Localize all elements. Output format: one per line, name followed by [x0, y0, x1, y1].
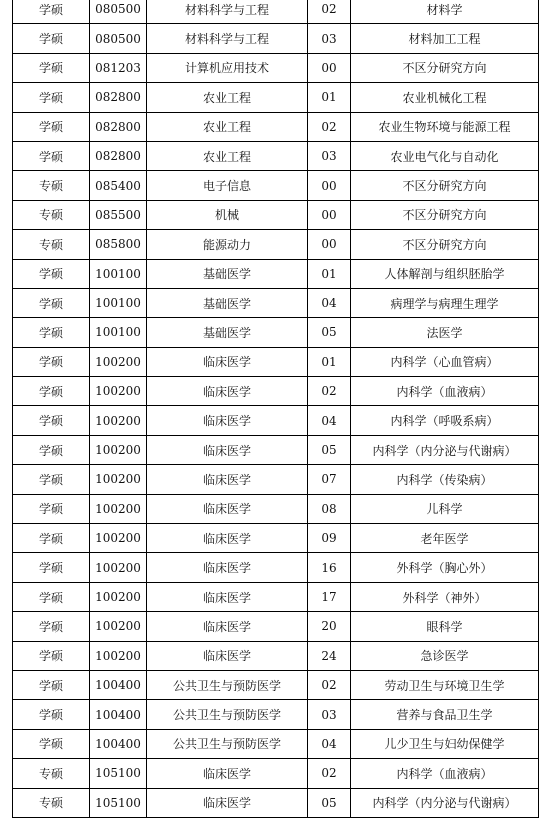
direction-name-cell: 内科学（呼吸系病）: [351, 406, 539, 435]
direction-name-cell: 内科学（心血管病）: [351, 347, 539, 376]
degree-type-cell: 学硕: [13, 612, 90, 641]
table-row: [13, 141, 539, 170]
discipline-name-cell: 电子信息: [147, 171, 308, 200]
discipline-code-cell: 100200: [90, 377, 147, 406]
discipline-code-cell: 100200: [90, 524, 147, 553]
discipline-name-cell: 能源动力: [147, 230, 308, 259]
direction-code-cell: 04: [308, 288, 351, 317]
table-row: [13, 465, 539, 494]
direction-name-cell: 内科学（内分泌与代谢病）: [351, 788, 539, 817]
direction-name-cell: 营养与食品卫生学: [351, 700, 539, 729]
direction-name-cell: 材料学: [351, 0, 539, 24]
degree-type-cell: 学硕: [13, 141, 90, 170]
discipline-name-cell: 公共卫生与预防医学: [147, 670, 308, 699]
direction-code-cell: 03: [308, 700, 351, 729]
degree-type-cell: 学硕: [13, 53, 90, 82]
discipline-code-cell: 082800: [90, 112, 147, 141]
degree-type-cell: 学硕: [13, 465, 90, 494]
degree-type-cell: 专硕: [13, 200, 90, 229]
discipline-name-cell: 临床医学: [147, 759, 308, 788]
direction-name-cell: 内科学（传染病）: [351, 465, 539, 494]
direction-name-cell: 劳动卫生与环境卫生学: [351, 670, 539, 699]
table-row: [13, 200, 539, 229]
discipline-name-cell: 农业工程: [147, 83, 308, 112]
discipline-code-cell: 082800: [90, 83, 147, 112]
discipline-name-cell: 基础医学: [147, 259, 308, 288]
table-row: [13, 729, 539, 758]
table-row: [13, 377, 539, 406]
discipline-name-cell: 基础医学: [147, 318, 308, 347]
discipline-code-cell: 081203: [90, 53, 147, 82]
degree-type-cell: 学硕: [13, 582, 90, 611]
direction-name-cell: 不区分研究方向: [351, 53, 539, 82]
discipline-code-cell: 100100: [90, 288, 147, 317]
discipline-code-cell: 085500: [90, 200, 147, 229]
direction-name-cell: 农业电气化与自动化: [351, 141, 539, 170]
discipline-code-cell: 100400: [90, 670, 147, 699]
table-row: [13, 788, 539, 817]
discipline-code-cell: 080500: [90, 24, 147, 53]
direction-code-cell: 07: [308, 465, 351, 494]
table-row: [13, 670, 539, 699]
discipline-name-cell: 基础医学: [147, 288, 308, 317]
discipline-name-cell: 机械: [147, 200, 308, 229]
direction-code-cell: 02: [308, 0, 351, 24]
table-row: [13, 759, 539, 788]
discipline-code-cell: 085800: [90, 230, 147, 259]
discipline-code-cell: 100400: [90, 700, 147, 729]
degree-type-cell: 学硕: [13, 670, 90, 699]
discipline-name-cell: 临床医学: [147, 612, 308, 641]
direction-code-cell: 00: [308, 200, 351, 229]
discipline-code-cell: 100200: [90, 494, 147, 523]
direction-code-cell: 00: [308, 230, 351, 259]
direction-name-cell: 儿少卫生与妇幼保健学: [351, 729, 539, 758]
degree-type-cell: 学硕: [13, 347, 90, 376]
degree-type-cell: 学硕: [13, 83, 90, 112]
discipline-code-cell: 100200: [90, 553, 147, 582]
degree-type-cell: 学硕: [13, 553, 90, 582]
discipline-name-cell: 农业工程: [147, 141, 308, 170]
table-row: [13, 612, 539, 641]
discipline-name-cell: 临床医学: [147, 347, 308, 376]
degree-type-cell: 专硕: [13, 171, 90, 200]
direction-name-cell: 法医学: [351, 318, 539, 347]
discipline-name-cell: 计算机应用技术: [147, 53, 308, 82]
discipline-name-cell: 临床医学: [147, 406, 308, 435]
direction-code-cell: 01: [308, 83, 351, 112]
discipline-code-cell: 105100: [90, 788, 147, 817]
degree-type-cell: 学硕: [13, 0, 90, 24]
direction-name-cell: 内科学（内分泌与代谢病）: [351, 435, 539, 464]
direction-name-cell: 外科学（神外）: [351, 582, 539, 611]
degree-type-cell: 学硕: [13, 729, 90, 758]
table-row: [13, 524, 539, 553]
degree-type-cell: 学硕: [13, 288, 90, 317]
discipline-name-cell: 临床医学: [147, 553, 308, 582]
degree-type-cell: 学硕: [13, 259, 90, 288]
direction-name-cell: 材料加工工程: [351, 24, 539, 53]
degree-type-cell: 学硕: [13, 641, 90, 670]
direction-name-cell: 农业生物环境与能源工程: [351, 112, 539, 141]
table-row: [13, 494, 539, 523]
direction-code-cell: 20: [308, 612, 351, 641]
table-row: [13, 288, 539, 317]
discipline-name-cell: 临床医学: [147, 524, 308, 553]
discipline-code-cell: 100200: [90, 347, 147, 376]
table-row: [13, 553, 539, 582]
direction-name-cell: 不区分研究方向: [351, 200, 539, 229]
direction-name-cell: 病理学与病理生理学: [351, 288, 539, 317]
direction-code-cell: 02: [308, 759, 351, 788]
direction-name-cell: 外科学（胸心外）: [351, 553, 539, 582]
degree-type-cell: 专硕: [13, 788, 90, 817]
discipline-name-cell: 临床医学: [147, 377, 308, 406]
direction-code-cell: 03: [308, 24, 351, 53]
degree-type-cell: 学硕: [13, 377, 90, 406]
degree-type-cell: 学硕: [13, 494, 90, 523]
direction-code-cell: 05: [308, 788, 351, 817]
program-table-body: [13, 0, 539, 817]
degree-type-cell: 学硕: [13, 700, 90, 729]
direction-code-cell: 04: [308, 406, 351, 435]
table-row: [13, 700, 539, 729]
table-row: [13, 83, 539, 112]
degree-type-cell: 学硕: [13, 524, 90, 553]
degree-type-cell: 学硕: [13, 406, 90, 435]
table-row: [13, 641, 539, 670]
discipline-code-cell: 105100: [90, 759, 147, 788]
direction-code-cell: 08: [308, 494, 351, 523]
discipline-code-cell: 085400: [90, 171, 147, 200]
direction-name-cell: 内科学（血液病）: [351, 759, 539, 788]
discipline-code-cell: 100200: [90, 582, 147, 611]
direction-name-cell: 急诊医学: [351, 641, 539, 670]
direction-name-cell: 眼科学: [351, 612, 539, 641]
direction-name-cell: 农业机械化工程: [351, 83, 539, 112]
direction-code-cell: 09: [308, 524, 351, 553]
direction-name-cell: 不区分研究方向: [351, 230, 539, 259]
direction-code-cell: 02: [308, 670, 351, 699]
degree-type-cell: 学硕: [13, 24, 90, 53]
discipline-name-cell: 公共卫生与预防医学: [147, 729, 308, 758]
discipline-name-cell: 临床医学: [147, 465, 308, 494]
direction-name-cell: 人体解剖与组织胚胎学: [351, 259, 539, 288]
direction-code-cell: 03: [308, 141, 351, 170]
direction-code-cell: 05: [308, 435, 351, 464]
table-row: [13, 0, 539, 24]
table-row: [13, 318, 539, 347]
discipline-code-cell: 082800: [90, 141, 147, 170]
table-row: [13, 406, 539, 435]
discipline-code-cell: 100200: [90, 612, 147, 641]
direction-name-cell: 不区分研究方向: [351, 171, 539, 200]
discipline-code-cell: 100200: [90, 465, 147, 494]
direction-code-cell: 00: [308, 171, 351, 200]
direction-code-cell: 01: [308, 259, 351, 288]
direction-code-cell: 17: [308, 582, 351, 611]
table-row: [13, 112, 539, 141]
direction-code-cell: 02: [308, 112, 351, 141]
degree-type-cell: 学硕: [13, 318, 90, 347]
discipline-name-cell: 临床医学: [147, 641, 308, 670]
degree-type-cell: 学硕: [13, 112, 90, 141]
table-row: [13, 347, 539, 376]
table-row: [13, 230, 539, 259]
discipline-code-cell: 100200: [90, 435, 147, 464]
direction-name-cell: 儿科学: [351, 494, 539, 523]
table-row: [13, 582, 539, 611]
direction-code-cell: 04: [308, 729, 351, 758]
discipline-name-cell: 材料科学与工程: [147, 0, 308, 24]
discipline-code-cell: 100200: [90, 641, 147, 670]
direction-name-cell: 内科学（血液病）: [351, 377, 539, 406]
direction-code-cell: 01: [308, 347, 351, 376]
direction-code-cell: 24: [308, 641, 351, 670]
direction-code-cell: 05: [308, 318, 351, 347]
program-table: [12, 0, 539, 818]
direction-name-cell: 老年医学: [351, 524, 539, 553]
discipline-name-cell: 临床医学: [147, 435, 308, 464]
table-row: [13, 24, 539, 53]
discipline-name-cell: 农业工程: [147, 112, 308, 141]
table-row: [13, 259, 539, 288]
discipline-name-cell: 公共卫生与预防医学: [147, 700, 308, 729]
discipline-code-cell: 100200: [90, 406, 147, 435]
degree-type-cell: 专硕: [13, 759, 90, 788]
table-row: [13, 435, 539, 464]
discipline-name-cell: 临床医学: [147, 582, 308, 611]
degree-type-cell: 专硕: [13, 230, 90, 259]
table-row: [13, 171, 539, 200]
discipline-code-cell: 100100: [90, 318, 147, 347]
discipline-code-cell: 080500: [90, 0, 147, 24]
discipline-code-cell: 100400: [90, 729, 147, 758]
direction-code-cell: 02: [308, 377, 351, 406]
discipline-name-cell: 临床医学: [147, 494, 308, 523]
direction-code-cell: 00: [308, 53, 351, 82]
discipline-code-cell: 100100: [90, 259, 147, 288]
direction-code-cell: 16: [308, 553, 351, 582]
table-row: [13, 53, 539, 82]
discipline-name-cell: 临床医学: [147, 788, 308, 817]
discipline-name-cell: 材料科学与工程: [147, 24, 308, 53]
degree-type-cell: 学硕: [13, 435, 90, 464]
